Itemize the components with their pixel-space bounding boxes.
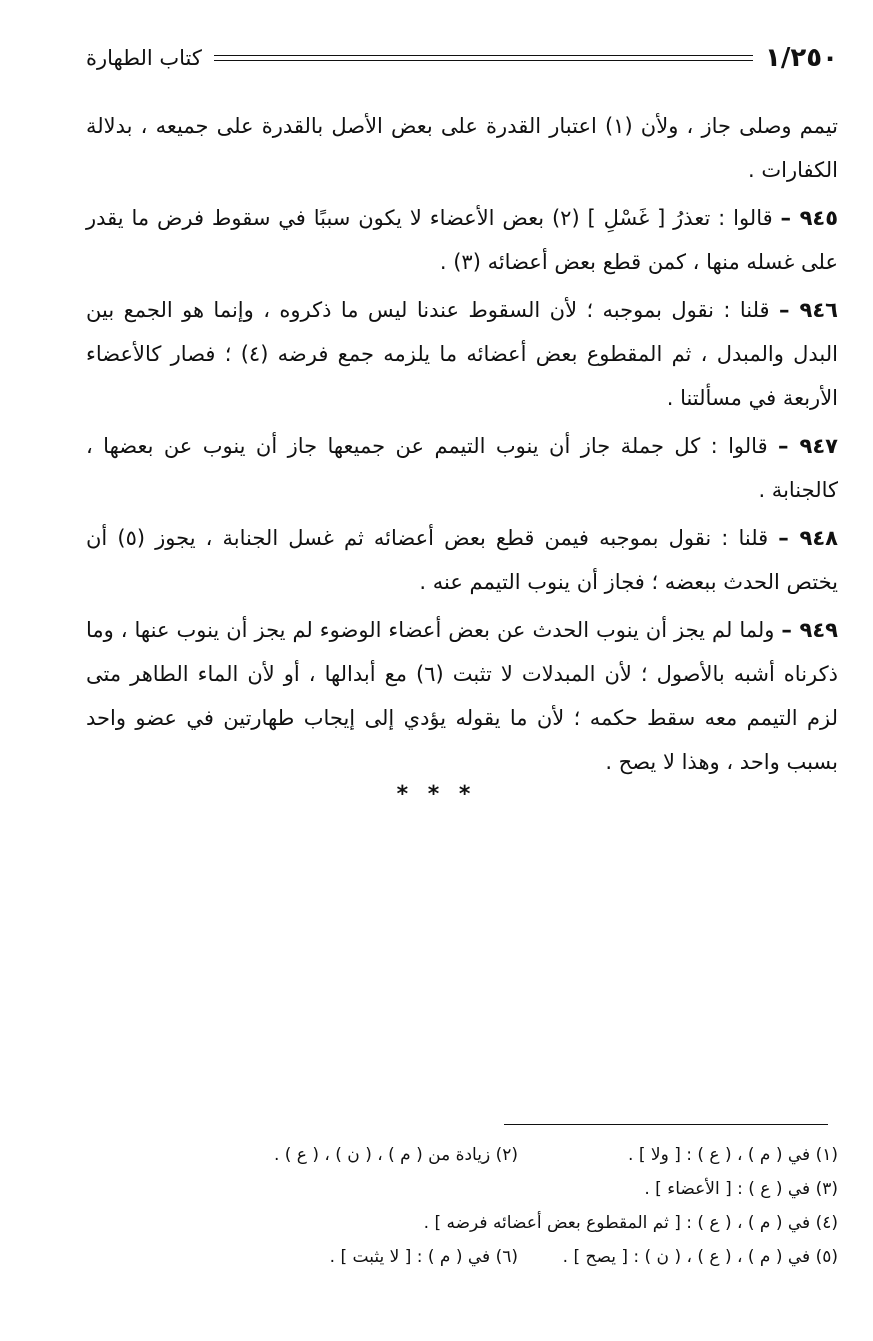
paragraph-number: ٩٤٩ – [781, 618, 838, 642]
paragraph-text: قلنا : نقول بموجبه فيمن قطع بعض أعضائه ثم غسل الجنابة ، يجوز (٥) أن يختص الحدث ببعضه ؛ فجاز أن ينوب التيمم عنه . [86, 526, 838, 594]
paragraph-948 [86, 516, 838, 604]
paragraph-946 [86, 288, 838, 420]
paragraph-text: ولما لم يجز أن ينوب الحدث عن بعض أعضاء الوضوء لم يجز أن ينوب عنها ، وما ذكرناه أشبه بالأصول ؛ لأن المبدلات لا تثبت (٦) مع أبدالها ، أو لأن الماء الطاهر متى لزم التيمم معه سقط حكمه ؛ لأن ما يقوله يؤدي إلى إيجاب طهارتين في عضو واحد بسبب واحد ، وهذا لا يصح . [86, 618, 838, 774]
page-header [86, 38, 838, 78]
page-number: ١/٢٥٠ [765, 43, 838, 73]
paragraph-continued [86, 104, 838, 192]
paragraph-949 [86, 608, 838, 784]
footnote-row [86, 1240, 838, 1274]
header-double-rule [214, 55, 753, 61]
footnote-1: (١) في ( م ) ، ( ع ) : [ ولا ] . [628, 1145, 838, 1165]
running-title: كتاب الطهارة [86, 46, 202, 70]
footnote-row [86, 1206, 838, 1240]
paragraph-number: ٩٤٦ – [779, 298, 838, 322]
paragraph-text: تيمم وصلى جاز ، ولأن (١) اعتبار القدرة على بعض الأصل بالقدرة على جميعه ، بدلالة الكفارات . [86, 114, 839, 182]
paragraph-number: ٩٤٥ – [780, 206, 839, 230]
paragraph-text: قلنا : نقول بموجبه ؛ لأن السقوط عندنا ليس ما ذكروه ، وإنما هو الجمع بين البدل والمبدل ، ثم المقطوع بعض أعضائه ما يلزمه جمع فرضه (٤) ؛ فصار كالأعضاء الأربعة في مسألتنا . [86, 298, 839, 410]
footnote-row [86, 1138, 838, 1172]
footnote-row [86, 1172, 838, 1206]
paragraph-945 [86, 196, 838, 284]
footnotes [86, 1138, 838, 1274]
paragraph-947 [86, 424, 838, 512]
footnote-5: (٥) في ( م ) ، ( ع ) ، ( ن ) : [ يصح ] . [562, 1247, 838, 1267]
paragraph-text: قالوا : كل جملة جاز أن ينوب التيمم عن جميعها جاز أن ينوب عن بعضها ، كالجنابة . [86, 434, 838, 502]
paragraph-number: ٩٤٨ – [778, 526, 838, 550]
main-text [86, 104, 838, 788]
paragraph-text: قالوا : تعذرُ [ غَسْلِ ] (٢) بعض الأعضاء لا يكون سببًا في سقوط فرض ما يقدر على غسله منها ، كمن قطع بعض أعضائه (٣) . [86, 206, 838, 274]
footnote-4: (٤) في ( م ) ، ( ع ) : [ ثم المقطوع بعض أعضائه فرضه ] . [423, 1213, 838, 1233]
footnote-3: (٣) في ( ع ) : [ الأعضاء ] . [644, 1179, 838, 1199]
footnote-rule [504, 1124, 828, 1125]
footnote-2: (٢) زيادة من ( م ) ، ( ن ) ، ( ع ) . [273, 1145, 518, 1165]
section-separator: * * * [396, 782, 477, 807]
paragraph-number: ٩٤٧ – [778, 434, 838, 458]
footnote-6: (٦) في ( م ) : [ لا يثبت ] . [329, 1247, 518, 1267]
